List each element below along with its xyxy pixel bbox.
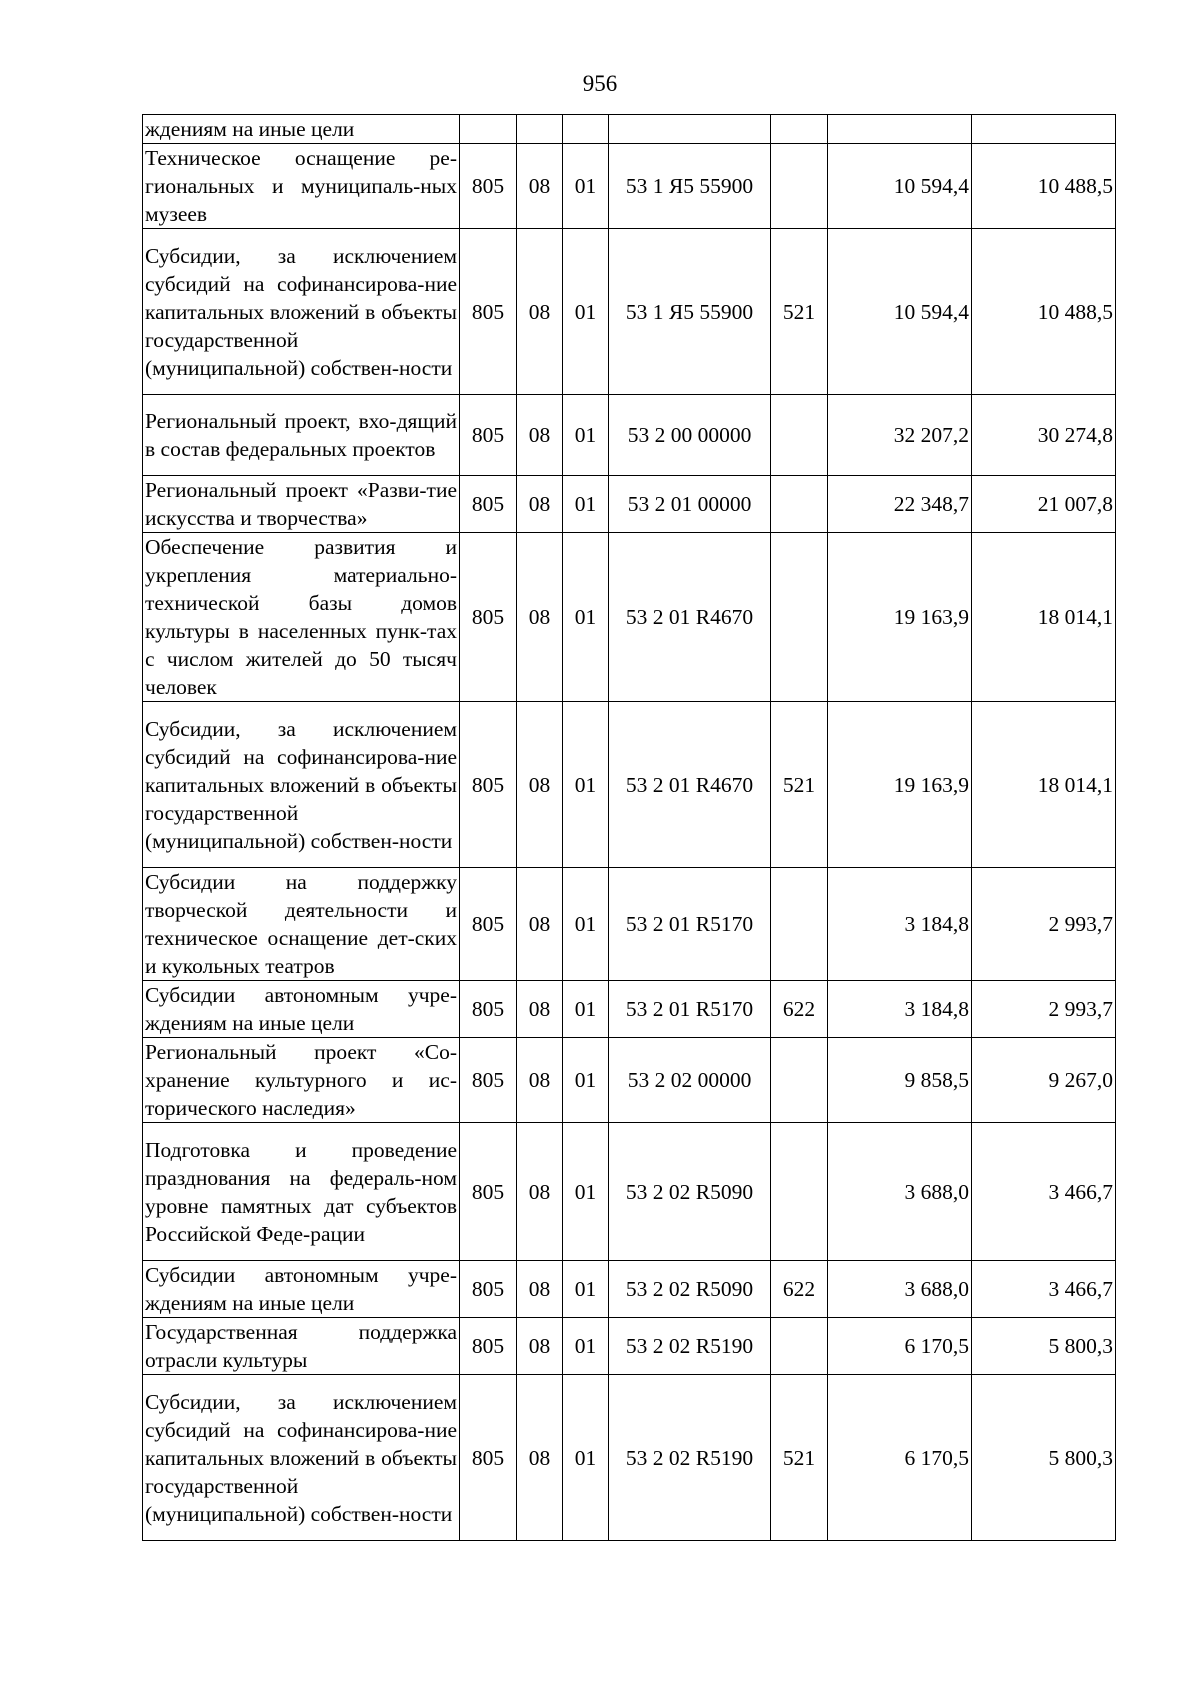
row-pr: 01	[563, 1038, 609, 1123]
row-vr	[771, 868, 828, 981]
row-rz: 08	[517, 533, 563, 702]
row-pr: 01	[563, 144, 609, 229]
row-sum-2: 5 800,3	[972, 1318, 1116, 1375]
row-name: Субсидии, за исключением субсидий на софинансирова-ние капитальных вложений в объекты государственной (муниципальной) собствен-ности	[143, 702, 460, 868]
row-rz: 08	[517, 1318, 563, 1375]
row-sum-2: 10 488,5	[972, 144, 1116, 229]
row-name: Региональный проект «Разви-тие искусства и творчества»	[143, 476, 460, 533]
table-row	[143, 1038, 1116, 1123]
row-rz: 08	[517, 868, 563, 981]
row-ved: 805	[460, 144, 517, 229]
row-csr: 53 1 Я5 55900	[609, 229, 771, 395]
row-sum-1: 3 688,0	[828, 1123, 972, 1261]
row-name: Региональный проект, вхо-дящий в состав федеральных проектов	[143, 395, 460, 476]
table-row	[143, 981, 1116, 1038]
row-csr: 53 2 01 R4670	[609, 533, 771, 702]
row-csr: 53 1 Я5 55900	[609, 144, 771, 229]
row-sum-1	[828, 115, 972, 144]
row-sum-1: 32 207,2	[828, 395, 972, 476]
row-csr: 53 2 01 R5170	[609, 868, 771, 981]
row-name: Обеспечение развития и укрепления материально-технической базы домов культуры в населенных пунк-тах с числом жителей до 50 тысяч человек	[143, 533, 460, 702]
row-vr	[771, 1318, 828, 1375]
row-name: Субсидии, за исключением субсидий на софинансирова-ние капитальных вложений в объекты государственной (муниципальной) собствен-ности	[143, 229, 460, 395]
row-ved: 805	[460, 1375, 517, 1541]
row-sum-1: 6 170,5	[828, 1375, 972, 1541]
row-name: Государственная поддержка отрасли культуры	[143, 1318, 460, 1375]
row-csr: 53 2 02 00000	[609, 1038, 771, 1123]
row-name: Субсидии на поддержку творческой деятельности и техническое оснащение дет-ских и кукольных театров	[143, 868, 460, 981]
row-pr: 01	[563, 981, 609, 1038]
table-row	[143, 115, 1116, 144]
budget-table	[142, 114, 1116, 1541]
row-rz: 08	[517, 981, 563, 1038]
table-row	[143, 1123, 1116, 1261]
row-rz: 08	[517, 1038, 563, 1123]
row-ved: 805	[460, 395, 517, 476]
table-row	[143, 1318, 1116, 1375]
row-sum-1: 19 163,9	[828, 702, 972, 868]
row-ved: 805	[460, 476, 517, 533]
row-pr: 01	[563, 1261, 609, 1318]
row-pr: 01	[563, 868, 609, 981]
row-ved	[460, 115, 517, 144]
row-vr	[771, 476, 828, 533]
row-vr	[771, 1038, 828, 1123]
row-sum-1: 3 688,0	[828, 1261, 972, 1318]
row-sum-2: 2 993,7	[972, 981, 1116, 1038]
row-vr	[771, 1123, 828, 1261]
row-pr: 01	[563, 395, 609, 476]
table-row	[143, 533, 1116, 702]
row-rz: 08	[517, 395, 563, 476]
row-rz: 08	[517, 229, 563, 395]
table-row	[143, 229, 1116, 395]
table-row	[143, 702, 1116, 868]
row-sum-2: 5 800,3	[972, 1375, 1116, 1541]
row-csr: 53 2 01 R4670	[609, 702, 771, 868]
row-csr: 53 2 02 R5190	[609, 1375, 771, 1541]
row-ved: 805	[460, 533, 517, 702]
row-ved: 805	[460, 1038, 517, 1123]
row-vr: 521	[771, 229, 828, 395]
row-sum-2: 3 466,7	[972, 1261, 1116, 1318]
row-name: Субсидии автономным учре-ждениям на иные цели	[143, 1261, 460, 1318]
row-pr: 01	[563, 1375, 609, 1541]
row-csr: 53 2 00 00000	[609, 395, 771, 476]
row-name: Субсидии, за исключением субсидий на софинансирова-ние капитальных вложений в объекты государственной (муниципальной) собствен-ности	[143, 1375, 460, 1541]
row-ved: 805	[460, 1318, 517, 1375]
row-sum-2: 10 488,5	[972, 229, 1116, 395]
row-sum-1: 3 184,8	[828, 981, 972, 1038]
row-sum-1: 10 594,4	[828, 144, 972, 229]
row-csr: 53 2 01 00000	[609, 476, 771, 533]
row-sum-2: 9 267,0	[972, 1038, 1116, 1123]
row-ved: 805	[460, 229, 517, 395]
row-vr: 521	[771, 702, 828, 868]
table-row	[143, 868, 1116, 981]
row-csr: 53 2 02 R5190	[609, 1318, 771, 1375]
row-ved: 805	[460, 1261, 517, 1318]
row-rz: 08	[517, 476, 563, 533]
row-sum-2: 18 014,1	[972, 702, 1116, 868]
row-vr	[771, 115, 828, 144]
row-sum-2	[972, 115, 1116, 144]
row-sum-1: 22 348,7	[828, 476, 972, 533]
row-name: Субсидии автономным учре-ждениям на иные цели	[143, 981, 460, 1038]
row-pr: 01	[563, 1318, 609, 1375]
row-ved: 805	[460, 1123, 517, 1261]
table-row	[143, 144, 1116, 229]
row-vr	[771, 144, 828, 229]
row-csr	[609, 115, 771, 144]
row-pr: 01	[563, 533, 609, 702]
table-row	[143, 476, 1116, 533]
row-rz: 08	[517, 1123, 563, 1261]
row-ved: 805	[460, 702, 517, 868]
table-row	[143, 1375, 1116, 1541]
row-pr: 01	[563, 229, 609, 395]
row-vr: 622	[771, 981, 828, 1038]
row-rz	[517, 115, 563, 144]
row-pr	[563, 115, 609, 144]
row-sum-1: 10 594,4	[828, 229, 972, 395]
row-sum-2: 2 993,7	[972, 868, 1116, 981]
row-sum-1: 19 163,9	[828, 533, 972, 702]
row-rz: 08	[517, 1261, 563, 1318]
page-number: 956	[582, 71, 618, 96]
row-ved: 805	[460, 981, 517, 1038]
row-pr: 01	[563, 1123, 609, 1261]
row-rz: 08	[517, 1375, 563, 1541]
row-name: Техническое оснащение ре-гиональных и муниципаль-ных музеев	[143, 144, 460, 229]
row-name: ждениям на иные цели	[143, 115, 460, 144]
row-pr: 01	[563, 476, 609, 533]
row-rz: 08	[517, 144, 563, 229]
row-sum-2: 21 007,8	[972, 476, 1116, 533]
row-sum-2: 30 274,8	[972, 395, 1116, 476]
row-name: Региональный проект «Со-хранение культурного и ис-торического наследия»	[143, 1038, 460, 1123]
row-name: Подготовка и проведение празднования на федераль-ном уровне памятных дат субъектов Российской Феде-рации	[143, 1123, 460, 1261]
row-vr: 622	[771, 1261, 828, 1318]
row-sum-2: 3 466,7	[972, 1123, 1116, 1261]
budget-table-body	[143, 115, 1116, 1541]
row-vr	[771, 395, 828, 476]
row-csr: 53 2 01 R5170	[609, 981, 771, 1038]
row-csr: 53 2 02 R5090	[609, 1123, 771, 1261]
row-rz: 08	[517, 702, 563, 868]
row-sum-1: 6 170,5	[828, 1318, 972, 1375]
table-row	[143, 395, 1116, 476]
row-sum-2: 18 014,1	[972, 533, 1116, 702]
row-sum-1: 9 858,5	[828, 1038, 972, 1123]
table-row	[143, 1261, 1116, 1318]
row-ved: 805	[460, 868, 517, 981]
row-vr: 521	[771, 1375, 828, 1541]
row-sum-1: 3 184,8	[828, 868, 972, 981]
row-pr: 01	[563, 702, 609, 868]
row-csr: 53 2 02 R5090	[609, 1261, 771, 1318]
row-vr	[771, 533, 828, 702]
